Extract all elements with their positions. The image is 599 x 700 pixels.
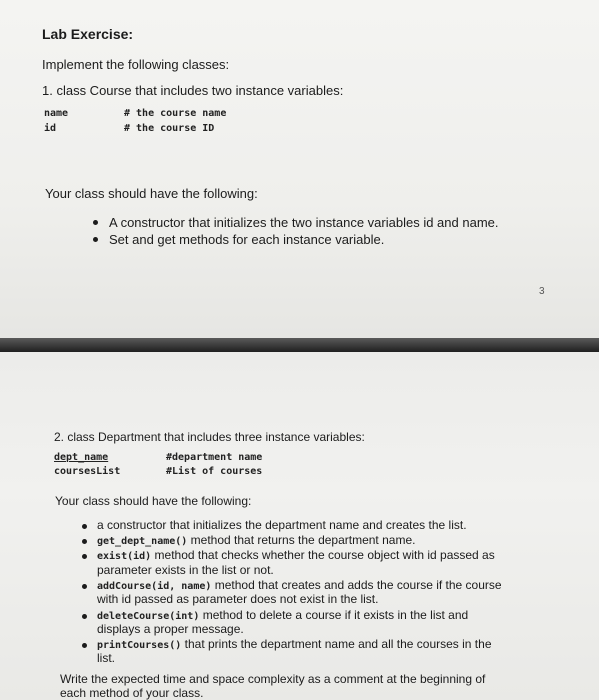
delete-course-desc-cont: displays a proper message.: [97, 622, 244, 636]
bullet-dept-constructor: a constructor that initializes the department name and creates the list.: [97, 518, 467, 532]
var-dept-name-comment: #department name: [166, 452, 263, 463]
bullet-print-courses: [97, 637, 492, 651]
bullet-dot: [93, 237, 98, 242]
lab-heading: Lab Exercise:: [42, 26, 134, 42]
code-exist: exist(id): [97, 551, 152, 562]
var-courses-list: coursesList: [54, 466, 121, 477]
exist-desc: method that checks whether the course object with id passed as: [154, 548, 495, 562]
bullet-set-get: Set and get methods for each instance variable.: [109, 232, 385, 247]
bullet-dot: [82, 554, 87, 559]
var-id-comment: # the course ID: [124, 123, 215, 134]
item-2-heading: 2. class Department that includes three instance variables:: [54, 430, 365, 444]
var-courses-list-comment: #List of courses: [166, 466, 263, 477]
bullet-dot: [82, 524, 87, 529]
item-1-heading: 1. class Course that includes two instance variables:: [42, 83, 344, 98]
bullet-dot: [82, 539, 87, 544]
bullet-dot: [82, 643, 87, 648]
bullet-constructor: A constructor that initializes the two instance variables id and name.: [109, 215, 499, 230]
bullet-dot: [82, 614, 87, 619]
code-get-dept-name: get_dept_name(): [97, 536, 188, 547]
var-name: name: [44, 108, 69, 119]
bullet-exist: [97, 548, 495, 562]
bullet-get-dept-name: [97, 533, 415, 547]
page-top: [0, 0, 599, 338]
add-course-desc: method that creates and adds the course if the course: [214, 578, 502, 592]
bullet-dot: [82, 584, 87, 589]
should-have-text-2: Your class should have the following:: [55, 494, 252, 508]
should-have-text: Your class should have the following:: [45, 186, 258, 201]
print-courses-desc: that prints the department name and all the courses in the: [184, 637, 492, 651]
page-number: 3: [539, 286, 545, 297]
page-bottom: [0, 352, 599, 700]
page-divider: [0, 338, 599, 352]
var-id: id: [44, 123, 57, 134]
get-dept-name-desc: method that returns the department name.: [190, 533, 416, 547]
exist-desc-cont: parameter exists in the list or not.: [97, 563, 274, 577]
bullet-delete-course: [97, 608, 468, 622]
bullet-add-course: [97, 578, 502, 592]
code-print-courses: printCourses(): [97, 640, 182, 651]
code-add-course: addCourse(id, name): [97, 581, 212, 592]
code-delete-course: deleteCourse(int): [97, 611, 200, 622]
footer-line-2: each method of your class.: [60, 686, 204, 700]
var-name-comment: # the course name: [124, 108, 227, 119]
print-courses-desc-cont: list.: [97, 651, 115, 665]
intro-text: Implement the following classes:: [42, 57, 230, 72]
footer-line-1: Write the expected time and space complexity as a comment at the beginning of: [60, 672, 486, 686]
delete-course-desc: method to delete a course if it exists in the list and: [202, 608, 469, 622]
add-course-desc-cont: with id passed as parameter does not exist in the list.: [97, 592, 379, 606]
var-dept-name: dept_name: [54, 452, 109, 463]
bullet-dot: [93, 220, 98, 225]
